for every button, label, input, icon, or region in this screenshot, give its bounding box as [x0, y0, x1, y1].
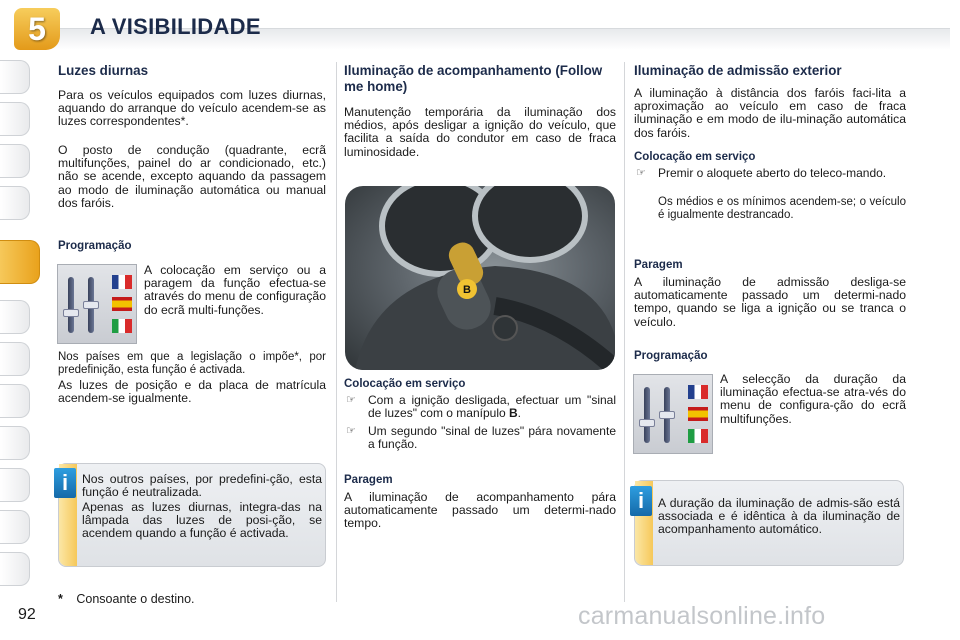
subheading-activation: Colocação em serviço	[344, 378, 466, 390]
chapter-tab[interactable]	[0, 552, 30, 586]
subheading-stop: Paragem	[634, 259, 683, 271]
flag-fr-icon	[688, 385, 708, 399]
pointing-hand-icon: ☞	[346, 425, 356, 437]
page-number: 92	[18, 606, 36, 623]
chapter-tab[interactable]	[0, 384, 30, 418]
subheading-activation: Colocação em serviço	[634, 151, 756, 163]
chapter-tab[interactable]	[0, 60, 30, 94]
dashboard-stalk-photo	[345, 186, 615, 370]
pointing-hand-icon: ☞	[346, 394, 356, 406]
paragraph: A iluminação de admissão desliga-se automaticamente passado um determi-nado tempo, quando se liga a ignição ou se tranca o veículo.	[634, 275, 906, 329]
column-divider	[624, 62, 625, 602]
footnote-symbol: *	[58, 592, 63, 606]
chapter-tab[interactable]	[0, 426, 30, 460]
bullet-text-end: .	[517, 406, 522, 421]
paragraph: A iluminação de acompanhamento pára automaticamente passado um determi-nado tempo.	[344, 490, 616, 531]
chapter-tab[interactable]	[0, 144, 30, 178]
paragraph: Nos países em que a legislação o impõe*, por predefinição, esta função é activada.	[58, 351, 326, 376]
footnote	[58, 592, 195, 606]
paragraph: A iluminação à distância dos faróis faci-lita a aproximação ao veículo em caso de fraca iluminação e em modo de ilu-minação automática dos faróis.	[634, 86, 906, 140]
paragraph: As luzes de posição e da placa de matrícula acendem-se igualmente.	[58, 378, 326, 406]
chapter-tab[interactable]	[0, 102, 30, 136]
pointing-hand-icon: ☞	[636, 167, 646, 179]
info-text: Apenas as luzes diurnas, integra-das na lâmpada das luzes de posi-ção, se acendem quando a função é activada.	[82, 500, 322, 541]
paragraph: Manutenção temporária da iluminação dos médios, após desligar a ignição do veículo, que facilita a saída do condutor em caso de fraca luminosidade.	[344, 105, 616, 159]
info-text: A duração da iluminação de admis-são está associada e é idêntica à da iluminação de acompanhamento automático.	[658, 496, 900, 537]
chapter-tab[interactable]	[0, 186, 30, 220]
paragraph: Para os veículos equipados com luzes diurnas, aquando do arranque do veículo acendem-se as luzes correspondentes*.	[58, 88, 326, 129]
subheading-stop: Paragem	[344, 474, 393, 486]
configuration-menu-icon	[633, 374, 713, 454]
column-divider	[336, 62, 337, 602]
flag-fr-icon	[112, 275, 132, 289]
flag-it-icon	[688, 429, 708, 443]
flag-es-icon	[112, 297, 132, 311]
bullet-item	[344, 394, 616, 420]
section-heading-daytime-lights: Luzes diurnas	[58, 63, 149, 78]
footnote-text: Consoante o destino.	[76, 592, 195, 606]
info-icon: i	[54, 468, 76, 498]
bullet-note: Os médios e os mínimos acendem-se; o veículo é igualmente destrancado.	[658, 196, 906, 221]
bullet-text: Com a ignição desligada, efectuar um "sinal de luzes" com o manípulo	[368, 393, 616, 421]
paragraph: O posto de condução (quadrante, ecrã multifunções, painel do ar condicionado, etc.) não se acende, excepto aquando da passagem ao modo de iluminação automática ou manual dos faróis.	[58, 143, 326, 210]
chapter-tab[interactable]	[0, 510, 30, 544]
flag-it-icon	[112, 319, 132, 333]
stalk-label: B	[509, 406, 518, 421]
subheading-programming: Programação	[58, 240, 132, 252]
chapter-tab[interactable]	[0, 342, 30, 376]
info-icon: i	[630, 486, 652, 516]
info-text: Nos outros países, por predefini-ção, esta função é neutralizada.	[82, 472, 322, 500]
chapter-tab-strip	[0, 60, 44, 580]
bullet-item	[634, 167, 906, 180]
bullet-text: Premir o aloquete aberto do teleco-mando.	[658, 166, 887, 180]
chapter-tab[interactable]	[0, 468, 30, 502]
chapter-tab-active[interactable]	[0, 240, 40, 284]
configuration-menu-icon	[57, 264, 137, 344]
photo-label-b: B	[463, 284, 471, 296]
bullet-text: Um segundo "sinal de luzes" pára novamente a função.	[368, 424, 616, 452]
paragraph: A selecção da duração da iluminação efectua-se atra-vés do menu de configura-ção do ecrã multifunções.	[720, 372, 906, 426]
photo-illustration	[345, 186, 615, 370]
watermark: carmanualsonline.info	[578, 602, 826, 630]
page-title: A VISIBILIDADE	[90, 14, 261, 39]
section-heading-welcome-lighting: Iluminação de admissão exterior	[634, 63, 842, 78]
paragraph: A colocação em serviço ou a paragem da função efectua-se através do menu de configuração do ecrã multi-funções.	[144, 263, 326, 317]
subheading-programming: Programação	[634, 350, 708, 362]
chapter-tab[interactable]	[0, 300, 30, 334]
bullet-item	[344, 425, 616, 451]
section-heading-follow-me-home: Iluminação de acompanhamento (Follow me home)	[344, 63, 603, 94]
flag-es-icon	[688, 407, 708, 421]
chapter-number-badge: 5	[14, 8, 60, 50]
